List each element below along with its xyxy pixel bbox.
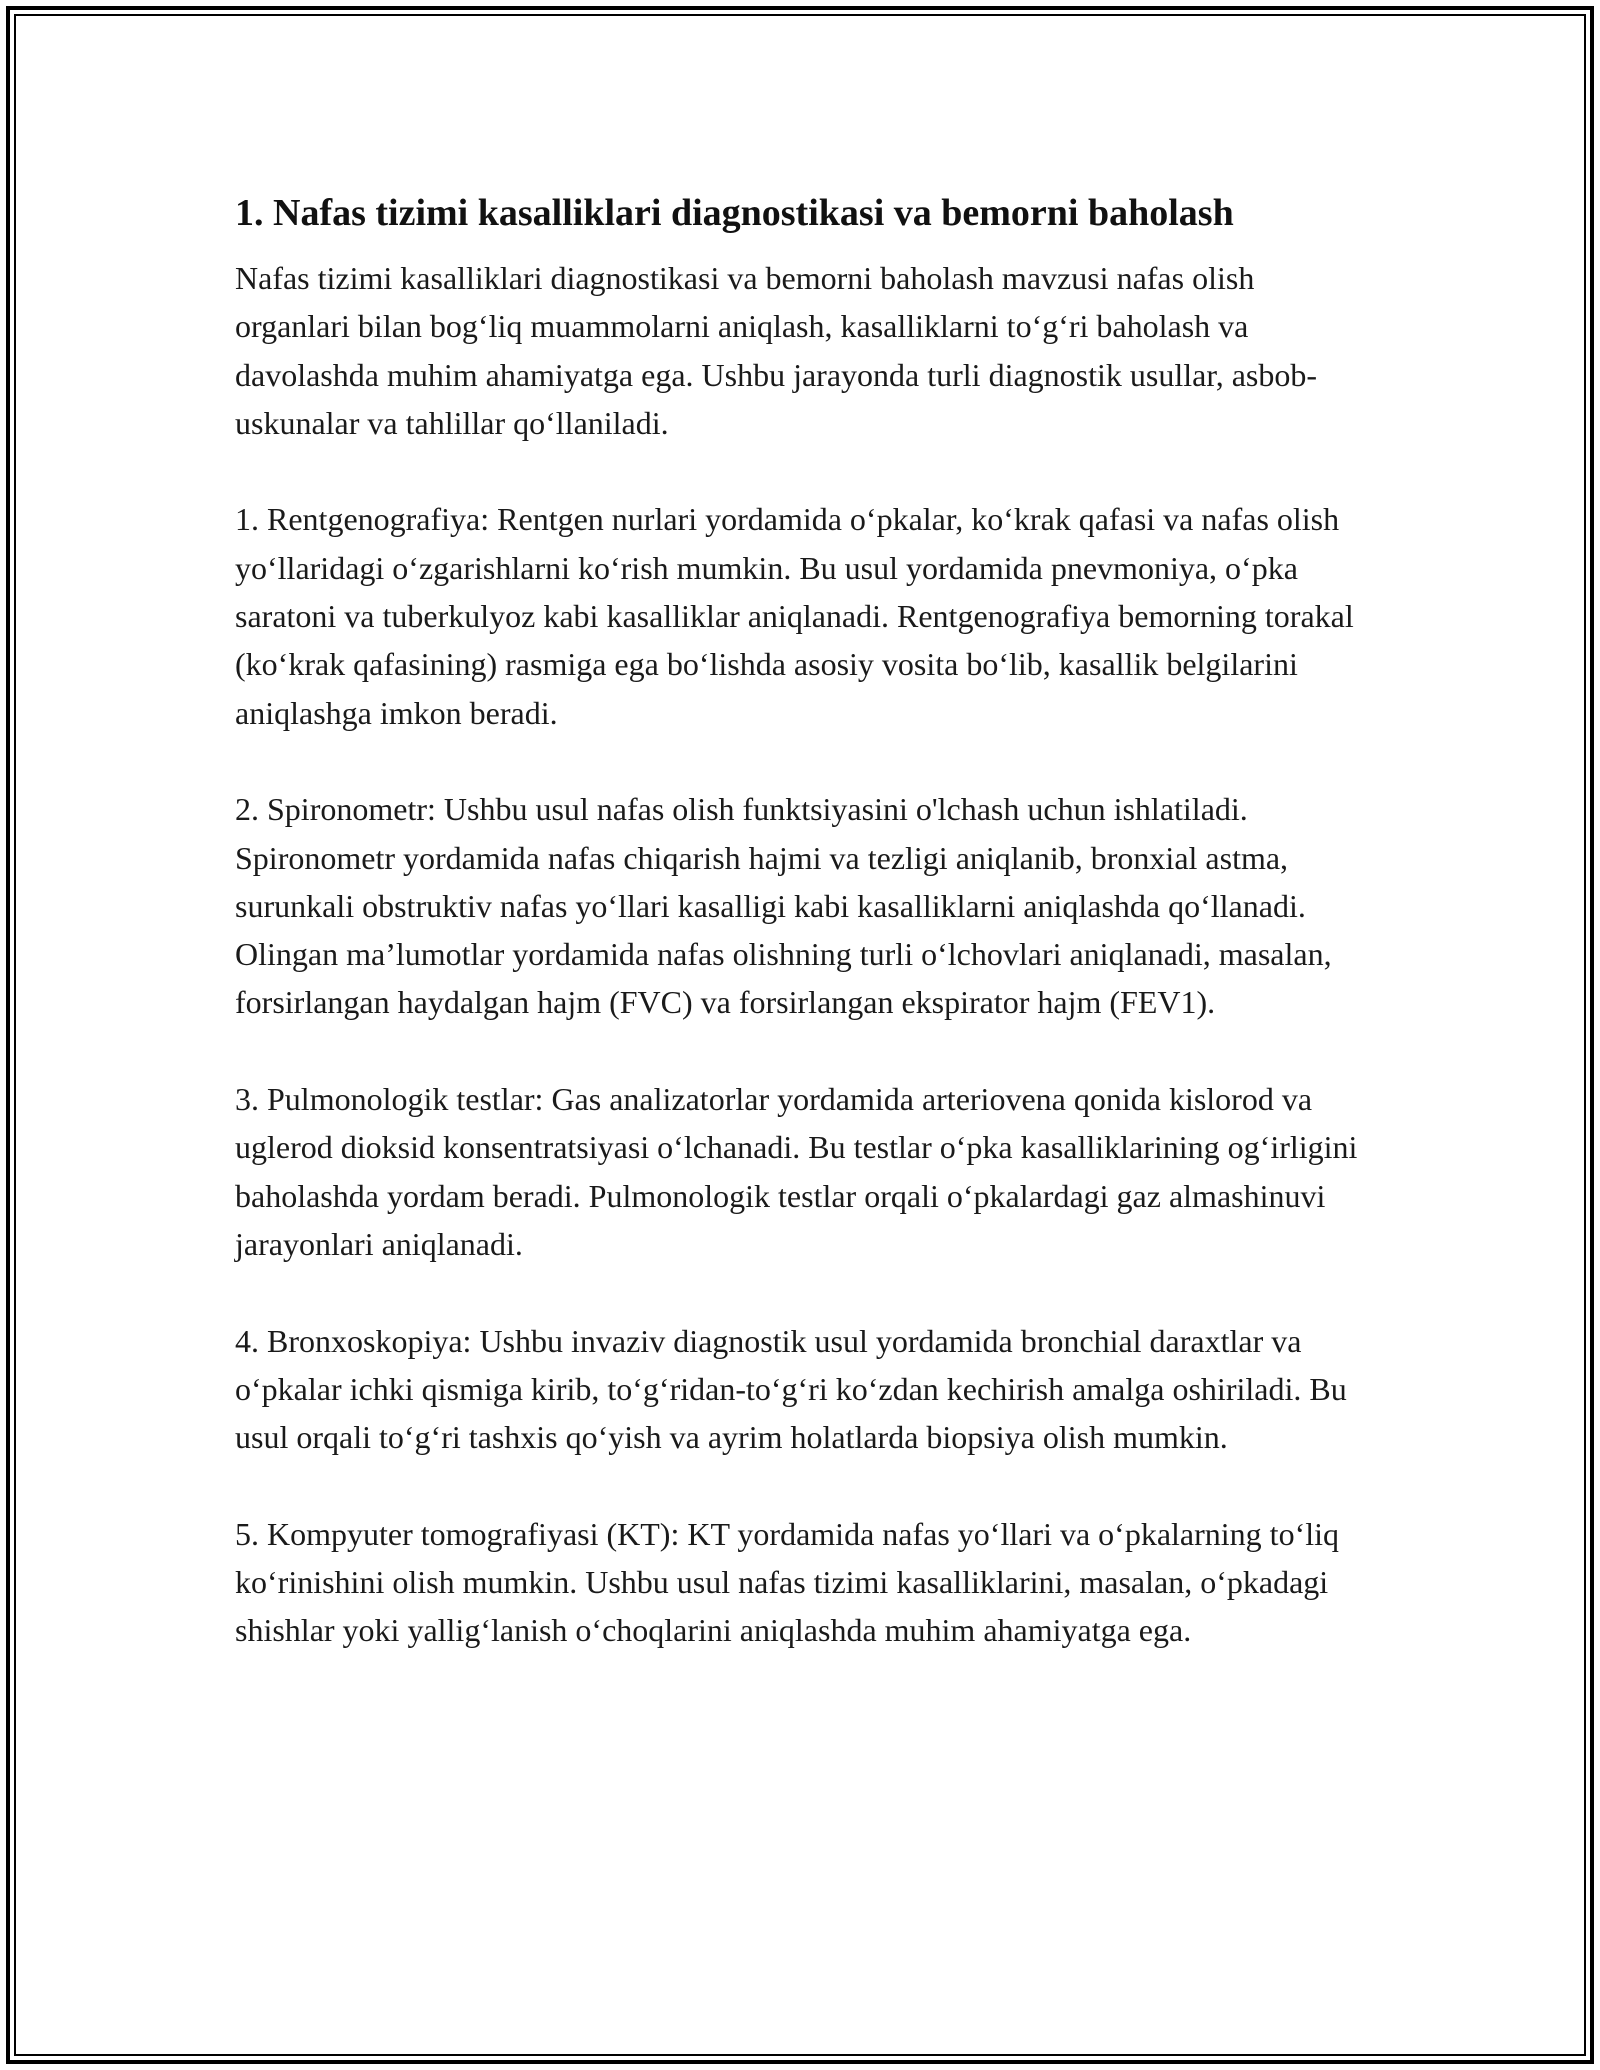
paragraph-kompyuter-tomografiyasi: 5. Kompyuter tomografiyasi (KT): KT yordamida nafas yo‘llari va o‘pkalarning to‘liq ko‘rinishini olish mumkin. Ushbu usul nafas tizimi kasalliklarini, masalan, o‘pkadagi shishlar yoki yallig‘lanish o‘choqlarini aniqlashda muhim ahamiyatga ega. bbox=[235, 1515, 1339, 1649]
paragraph-pulmonologik-testlar: 3. Pulmonologik testlar: Gas analizatorlar yordamida arteriovena qonida kislorod va uglerod dioksid konsentratsiyasi o‘lchanadi. Bu testlar o‘pka kasalliklarining og‘irligini baholashda yordam beradi. Pulmonologik testlar orqali o‘pkalardagi gaz almashinuvi jarayonlari aniqlanadi. bbox=[235, 1081, 1358, 1262]
paragraph-spironometr: 2. Spironometr: Ushbu usul nafas olish funktsiyasini o'lchash uchun ishlatiladi. Spironometr yordamida nafas chiqarish hajmi va tezligi aniqlanib, bronxial astma, surunkali obstruktiv nafas yo‘llari kasalligi kabi kasalliklarni aniqlashda qo‘llanadi. Olingan ma’lumotlar yordamida nafas olishning turli o‘lchovlari aniqlanadi, masalan, forsirlangan haydalgan hajm (FVC) va forsirlangan ekspirator hajm (FEV1). bbox=[235, 791, 1332, 1021]
document-title: 1. Nafas tizimi kasalliklari diagnostikasi va bemorni baholash bbox=[235, 192, 1234, 234]
paragraph-bronxoskopiya: 4. Bronxoskopiya: Ushbu invaziv diagnostik usul yordamida bronchial daraxtlar va o‘pkalar ichki qismiga kirib, to‘g‘ridan-to‘g‘ri ko‘zdan kechirish amalga oshiriladi. Bu usul orqali to‘g‘ri tashxis qo‘yish va ayrim holatlarda biopsiya olish mumkin. bbox=[235, 1322, 1347, 1456]
intro-paragraph: Nafas tizimi kasalliklari diagnostikasi va bemorni baholash mavzusi nafas olish organlari bilan bog‘liq muammolarni aniqlash, kasalliklarni to‘g‘ri baholash va davolashda muhim ahamiyatga ega. Ushbu jarayonda turli diagnostik usullar, asbob-uskunalar va tahlillar qo‘llaniladi. bbox=[235, 260, 1318, 441]
paragraph-rentgenografiya: 1. Rentgenografiya: Rentgen nurlari yordamida o‘pkalar, ko‘krak qafasi va nafas olish yo‘llaridagi o‘zgarishlarni ko‘rish mumkin. Bu usul yordamida pnevmoniya, o‘pka saratoni va tuberkulyoz kabi kasalliklar aniqlanadi. Rentgenografiya bemorning torakal (ko‘krak qafasining) rasmiga ega bo‘lishda asosiy vosita bo‘lib, kasallik belgilarini aniqlashga imkon beradi. bbox=[235, 501, 1354, 731]
document-body bbox=[235, 188, 1365, 1703]
